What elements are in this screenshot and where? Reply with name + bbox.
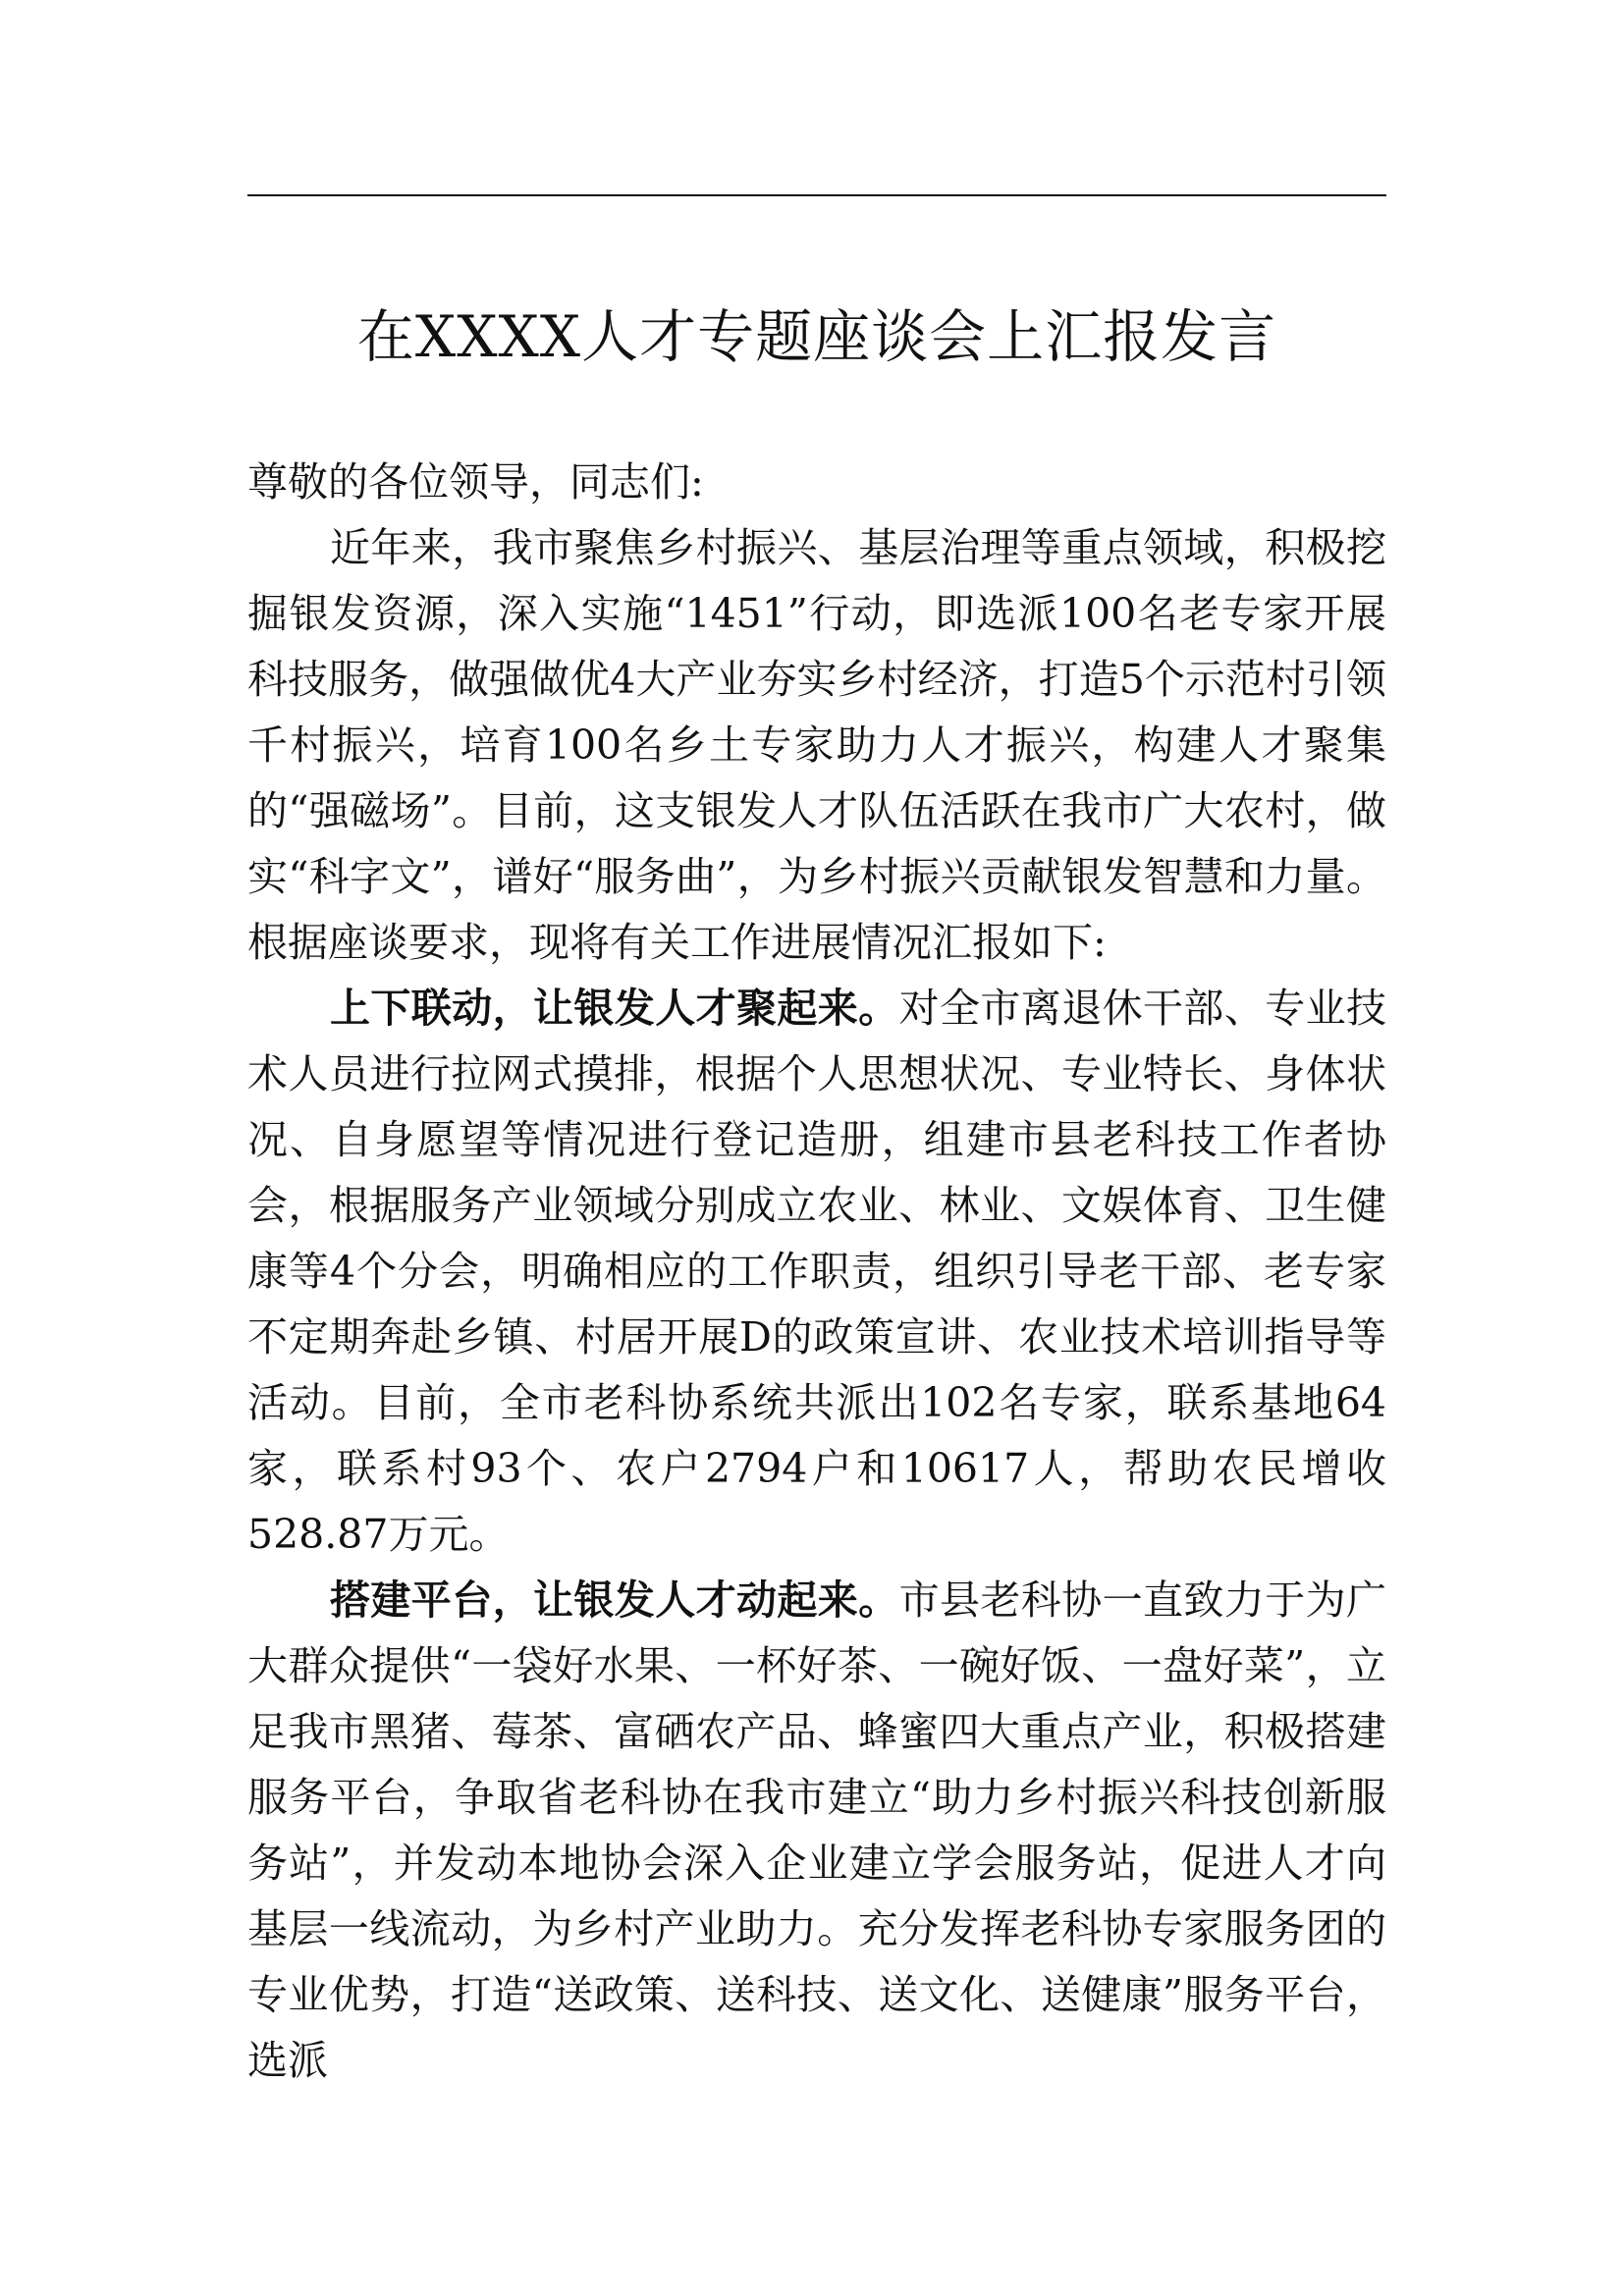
section-text-2: 市县老科协一直致力于为广大群众提供“一袋好水果、一杯好茶、一碗好饭、一盘好菜”，立足我市黑猪、莓茶、富硒农产品、蜂蜜四大重点产业，积极搭建服务平台，争取省老科协在我市建立“助力乡村振兴科技创新服务站”，并发动本地协会深入企业建立学会服务站，促进人才向基层一线流动，为乡村产业助力。充分发挥老科协专家服务团的专业优势，打造“送政策、送科技、送文化、送健康”服务平台，选派: [247, 1576, 1387, 2084]
intro-paragraph: 近年来，我市聚焦乡村振兴、基层治理等重点领域，积极挖掘银发资源，深入实施“1451”行动，即选派100名老专家开展科技服务，做强做优4大产业夯实乡村经济，打造5个示范村引领千村振兴，培育100名乡土专家助力人才振兴，构建人才聚集的“强磁场”。目前，这支银发人才队伍活跃在我市广大农村，做实“科字文”，谱好“服务曲”，为乡村振兴贡献银发智慧和力量。根据座谈要求，现将有关工作进展情况汇报如下:: [247, 524, 1386, 966]
section-lead-1: 上下联动，让银发人才聚起来。: [330, 985, 899, 1032]
section-lead-2: 搭建平台，让银发人才动起来。: [330, 1576, 899, 1624]
section-text-1: 对全市离退休干部、专业技术人员进行拉网式摸排，根据个人思想状况、专业特长、身体状况、自身愿望等情况进行登记造册，组建市县老科技工作者协会，根据服务产业领域分别成立农业、林业、文娱体育、卫生健康等4个分会，明确相应的工作职责，组织引导老干部、老专家不定期奔赴乡镇、村居开展D的政策宣讲、农业技术培训指导等活动。目前，全市老科协系统共派出102名专家，联系基地64家，联系村93个、农户2794户和10617人，帮助农民增收528.87万元。: [247, 985, 1387, 1558]
header-rule: [247, 194, 1386, 196]
document-title: 在XXXX人才专题座谈会上汇报发言: [356, 303, 1277, 370]
salutation: 尊敬的各位领导，同志们:: [247, 458, 704, 506]
section-paragraph-2: [247, 1568, 1386, 2094]
section-paragraph-1: [247, 976, 1386, 1568]
document-body: [247, 450, 1386, 2094]
